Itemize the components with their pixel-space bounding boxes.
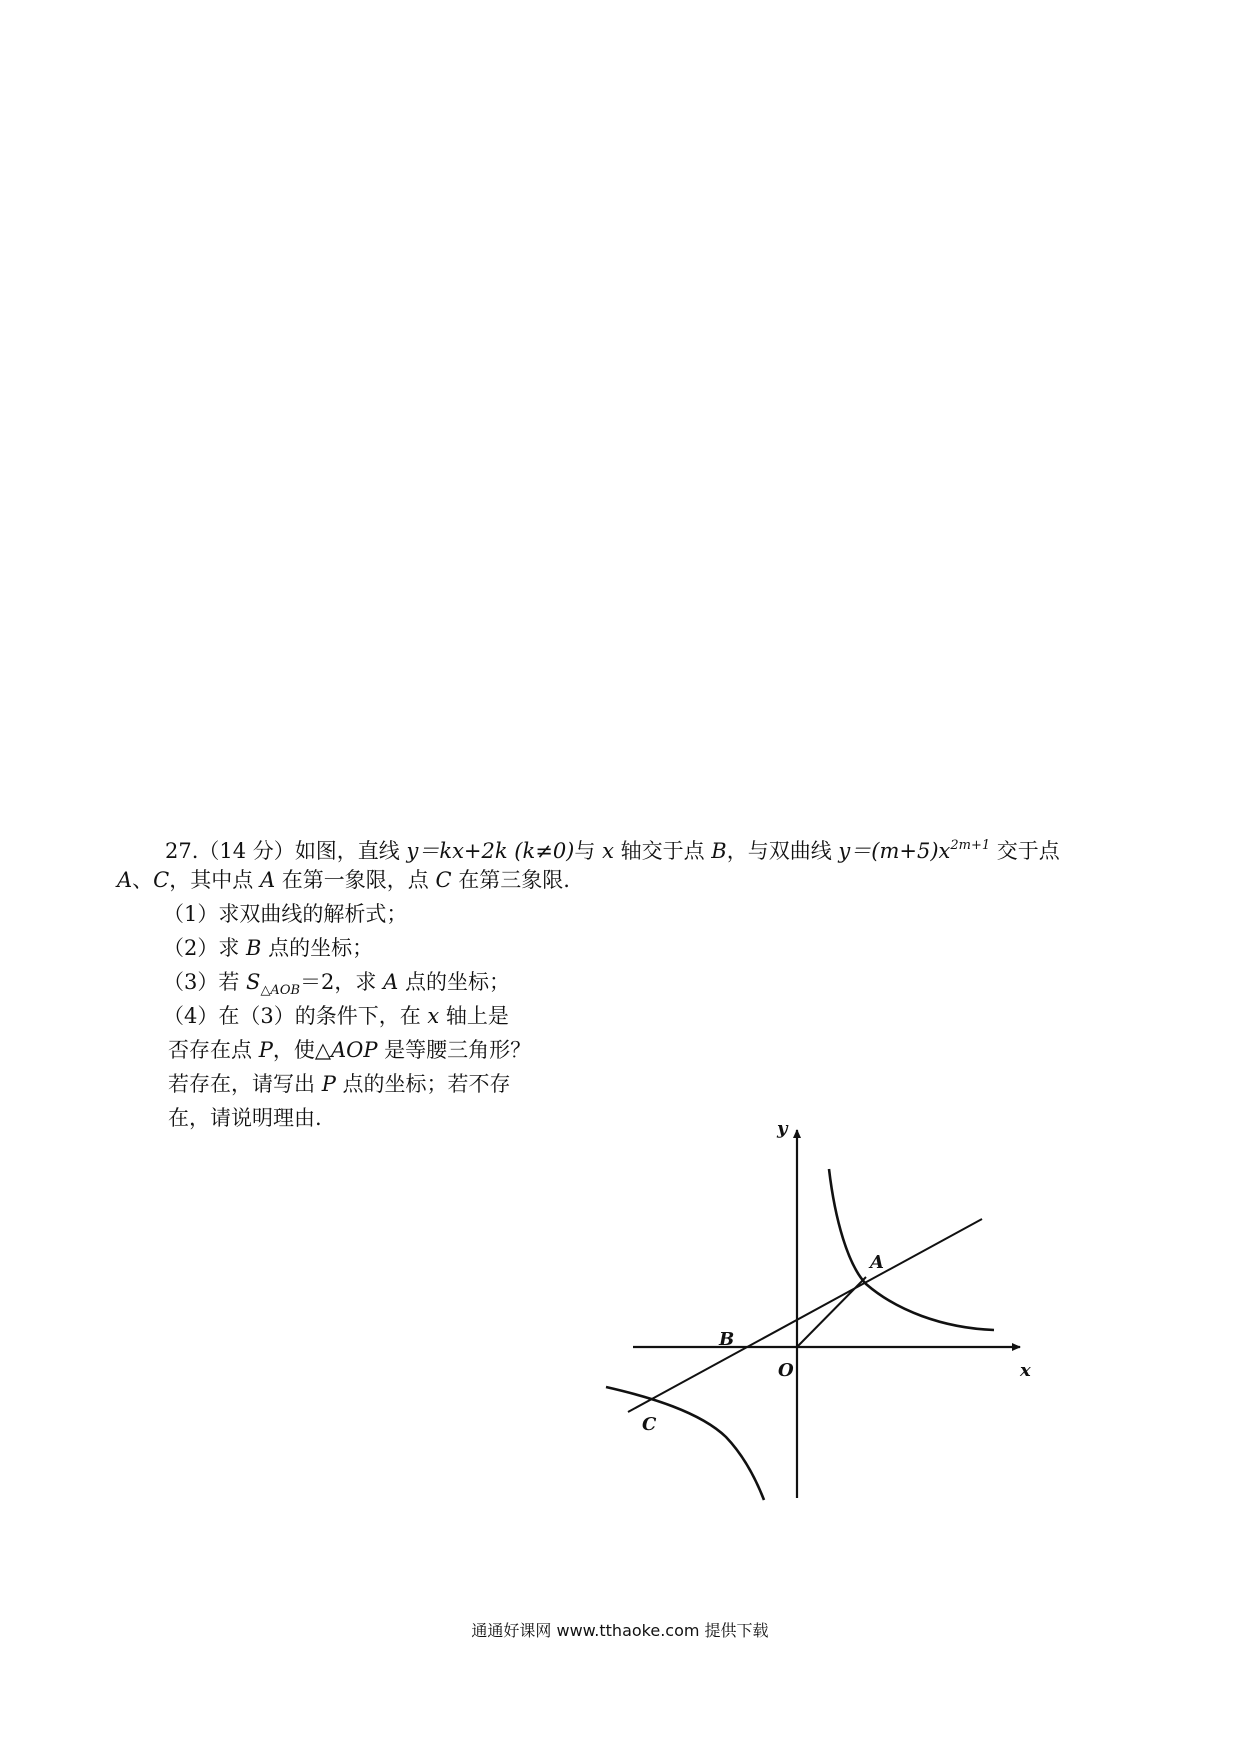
page-footer: 通通好课网 www.tthaoke.com 提供下载 xyxy=(471,1621,769,1640)
hyperbola-exponent: 2m+1 xyxy=(950,838,991,853)
question-2: （2）求 B 点的坐标； xyxy=(163,936,374,960)
problem-stem-line-1: 27.（14 分）如图，直线 y＝kx+2k (k≠0)与 x 轴交于点 B，与双曲线 $y=(m+5)x^{2m+1}$ 交于点 xyxy=(165,838,1060,863)
segment-oa xyxy=(797,1277,866,1347)
line-bc-a xyxy=(628,1219,982,1412)
problem-number: 27. xyxy=(165,839,199,863)
question-4-line-2: 否存在点 P，使△AOP 是等腰三角形？ xyxy=(168,1038,532,1062)
hyperbola-branch-first-quadrant xyxy=(829,1169,994,1330)
problem-score: （14 分） xyxy=(198,839,295,863)
origin-label: O xyxy=(778,1360,794,1381)
point-a-label: A xyxy=(870,1252,884,1273)
question-4-line-1: （4）在（3）的条件下，在 x 轴上是 xyxy=(163,1004,509,1028)
problem-stem-line-2: A、C，其中点 A 在第一象限，点 C 在第三象限. xyxy=(117,868,570,892)
hyperbola-branch-third-quadrant xyxy=(606,1387,764,1500)
point-b-label: B xyxy=(719,1329,735,1350)
point-c-label: C xyxy=(642,1414,657,1435)
x-axis-label: x xyxy=(1020,1360,1031,1381)
question-3: （3）若 $S_{\triangle AOB}=2$，求 A 点的坐标； xyxy=(163,970,510,998)
question-4-line-3: 若存在，请写出 P 点的坐标；若不存 xyxy=(168,1072,511,1096)
question-1: （1）求双曲线的解析式； xyxy=(163,902,408,926)
hyperbola-equation: y＝(m+5)x xyxy=(838,839,951,863)
question-4-line-4: 在，请说明理由. xyxy=(168,1106,322,1130)
line-equation: y＝kx+2k xyxy=(406,839,508,863)
y-axis-label: y xyxy=(777,1118,788,1139)
